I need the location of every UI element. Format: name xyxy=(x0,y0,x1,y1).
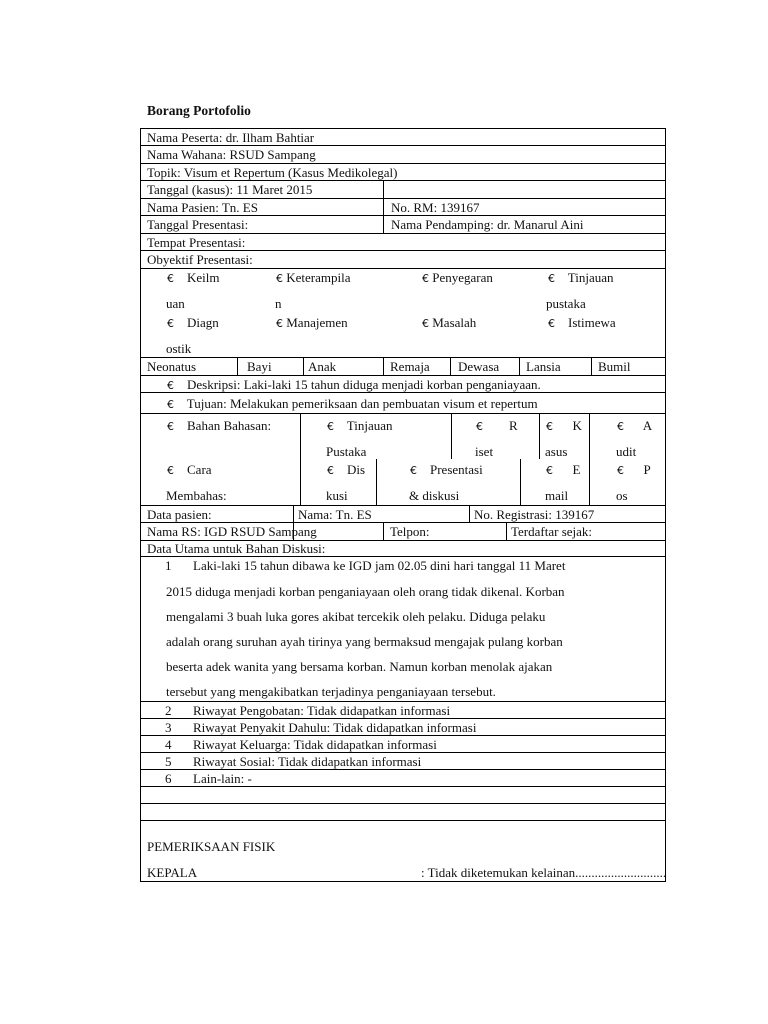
document-title: Borang Portofolio xyxy=(147,103,251,118)
obyektif-presentasi-label: Obyektif Presentasi: xyxy=(147,252,253,267)
pemeriksaan-fisik-title: PEMERIKSAAN FISIK xyxy=(147,839,276,854)
checkbox-icon[interactable]: € xyxy=(617,420,624,433)
nama-pendamping-field: Nama Pendamping: dr. Manarul Aini xyxy=(391,217,584,232)
nama-rs-field: Nama RS: IGD RSUD Sampang xyxy=(147,524,317,539)
age-anak[interactable]: Anak xyxy=(308,359,337,374)
portfolio-form: Nama Peserta: dr. Ilham Bahtiar Nama Wahana: RSUD Sampang Topik: Visum et Repertum (Kasus Medikolegal) Tanggal (kasus): 11 Maret 2015 Nama Pasien: Tn. ES No. RM: 139167 Tanggal Presentasi: Nama Pendamping: dr. Manarul Aini Tempat Presentasi: Obyektif Presentasi: € Keilm uan € Keterampila n € Penyegaran € Tinjauan pustaka € Diagn ostik € Manajemen € Masalah € Istimewa Neonatus Bayi Anak Remaja Dewasa Lansia Bumil € Deskripsi: Laki-laki 15 tahun diduga menjadi korban penganiayaan. € Tujuan: Melakukan pemeriksaan dan pembuatan visum et repertum € Bahan Bahasan: € Tinjauan Pustaka € R iset € K asus € A udit € Cara Membahas: € Dis kusi € Presentasi & diskusi € E mail € P os Data pasien: Nama: Tn. ES No. Registrasi: 139167 Nama RS: IGD RSUD Sampang Telpon: Terdaftar sejak: Data Utama untuk Bahan Diskusi: 1 Laki-laki 15 tahun dibawa ke IGD jam 02.05 dini hari tanggal 11 Maret 2015 diduga menjadi korban penganiayaan oleh orang tidak dikenal. Korban mengalami 3 buah luka gores akibat tercekik oleh pelaku. Diduga pelaku adalah orang suruhan ayah tirinya yang bermaksud mengajak pulang korban beserta adek wanita yang bersama korban. Namun korban menolak ajakan tersebut yang mengakibatkan terjadinya penganiayaan tersebut. 2 Riwayat Pengobatan: Tidak didapatkan informasi 3 Riwayat Penyakit Dahulu: Tidak didapatkan informasi 4 Riwayat Keluarga: Tidak didapatkan informasi 5 Riwayat Sosial: Tidak didapatkan informasi 6 Lain-lain: - PEMERIKSAAN FISIK KEPALA xyxy=(140,128,666,882)
checkbox-icon[interactable]: € xyxy=(422,272,429,285)
checkbox-icon[interactable]: € xyxy=(546,464,553,477)
checkbox-icon[interactable]: € xyxy=(410,464,417,477)
terdaftar-field: Terdaftar sejak: xyxy=(511,524,593,539)
tanggal-presentasi-field: Tanggal Presentasi: xyxy=(147,217,249,232)
bullet-icon: € xyxy=(167,464,174,477)
deskripsi-row: € Deskripsi: Laki-laki 15 tahun diduga menjadi korban penganiayaan. xyxy=(167,377,541,392)
checkbox-icon[interactable]: € xyxy=(476,420,483,433)
checkbox-icon[interactable]: € xyxy=(276,317,283,330)
topik-field: Topik: Visum et Repertum (Kasus Medikolegal) xyxy=(147,165,398,180)
checkbox-icon[interactable]: € xyxy=(617,464,624,477)
data-utama-label: Data Utama untuk Bahan Diskusi: xyxy=(147,541,326,556)
age-neonatus[interactable]: Neonatus xyxy=(147,359,197,374)
bahan-bahasan-label: € Bahan Bahasan: xyxy=(167,418,272,433)
age-dewasa[interactable]: Dewasa xyxy=(458,359,500,374)
nama-pasien-field: Nama Pasien: Tn. ES xyxy=(147,200,258,215)
bullet-icon: € xyxy=(167,398,174,411)
age-lansia[interactable]: Lansia xyxy=(526,359,561,374)
nama-wahana-field: Nama Wahana: RSUD Sampang xyxy=(147,147,316,162)
data-pasien-nama: Nama: Tn. ES xyxy=(298,507,372,522)
kepala-value: : Tidak diketemukan kelainan............................ xyxy=(421,865,667,880)
age-bayi[interactable]: Bayi xyxy=(247,359,272,374)
nama-peserta-field: Nama Peserta: dr. Ilham Bahtiar xyxy=(147,130,315,145)
checkbox-icon[interactable]: € xyxy=(422,317,429,330)
checkbox-icon[interactable]: € xyxy=(167,272,174,285)
dotted-leader: ............................ xyxy=(575,865,667,880)
checkbox-icon[interactable]: € xyxy=(327,420,334,433)
bullet-icon: € xyxy=(167,420,174,433)
age-bumil[interactable]: Bumil xyxy=(598,359,631,374)
tempat-presentasi-field: Tempat Presentasi: xyxy=(147,235,246,250)
checkbox-icon[interactable]: € xyxy=(327,464,334,477)
checkbox-icon[interactable]: € xyxy=(548,272,555,285)
kepala-label: KEPALA xyxy=(147,865,198,880)
telpon-field: Telpon: xyxy=(390,524,430,539)
checkbox-icon[interactable]: € xyxy=(276,272,283,285)
tanggal-kasus-field: Tanggal (kasus): 11 Maret 2015 xyxy=(147,182,313,197)
bullet-icon: € xyxy=(167,379,174,392)
checkbox-icon[interactable]: € xyxy=(167,317,174,330)
no-registrasi-field: No. Registrasi: 139167 xyxy=(474,507,595,522)
no-rm-field: No. RM: 139167 xyxy=(391,200,480,215)
data-pasien-label: Data pasien: xyxy=(147,507,212,522)
tujuan-row: € Tujuan: Melakukan pemeriksaan dan pembuatan visum et repertum xyxy=(167,396,538,411)
checkbox-icon[interactable]: € xyxy=(546,420,553,433)
checkbox-icon[interactable]: € xyxy=(548,317,555,330)
age-remaja[interactable]: Remaja xyxy=(390,359,430,374)
